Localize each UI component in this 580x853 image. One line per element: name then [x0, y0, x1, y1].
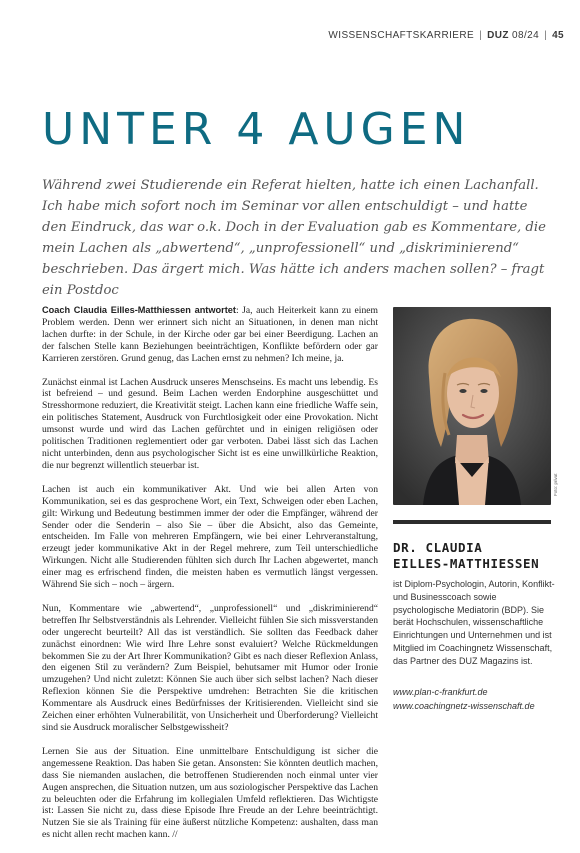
article-paragraph: Zunächst einmal ist Lachen Ausdruck unseres Menschseins. Es macht uns lebendig. Es ist befreiend – und gesund. Beim Lachen werden Endorphine ausgeschüttet und Stresshormone reduziert, die Kreativität steigt. Lachen kann eine friedliche Waffe sein, ein politisches Statement, Ausdruck von Furchtlosigkeit oder eine Provokation. Nicht umsonst wurde und wird das Lachen gefürchtet und in einigen religiösen oder politischen Traditionen reglementiert oder gar verboten. Dabei lässt sich das Lachen nicht unterbinden, denn aus psychologischer Sicht ist es eine unwillkürliche Reaktion, die nur begrenzt willentlich steuerbar ist. [42, 376, 378, 471]
header-divider: | [479, 30, 483, 41]
bio-name-line: DR. CLAUDIA [393, 540, 483, 555]
article-body [42, 305, 378, 853]
bio-name-line: EILLES-MATTHIESSEN [393, 556, 540, 571]
bio-name [393, 540, 558, 572]
bio-links [393, 685, 563, 713]
portrait-photo [393, 307, 551, 505]
page-header [328, 30, 564, 41]
photo-credit: Foto: privat [553, 473, 558, 496]
article-paragraph: Lachen ist auch ein kommunikativer Akt. Und wie bei allen Arten von Kommunikation, sei es das gesprochene Wort, ein Text, Schweigen oder eben Lachen, gilt: Wirkung und Bedeutung bestimmen immer der oder die Empfänger, während der Sender oder die Senderin – also Sie – über die Absicht, also das Gemeinte, entscheiden. Im Falle von mehreren Empfängern, wie bei einer Lehrveranstaltung, erzeugt jeder kommunikative Akt in der Regel mehrere, zum Teil unterschiedliche Wirkungen. Nicht alle Studierenden fühlten sich durch Ihr Lachen abgewertet, manch einer mag es erfrischend finden, die meisten haben es vermutlich längst vergessen. Während Sie sich – noch – ärgern. [42, 483, 378, 591]
intro-question: Während zwei Studierende ein Referat hielten, hatte ich einen Lachanfall. Ich habe mich sofort noch im Seminar vor allen entschuldigt – und hatte den Eindruck, das war o.k. Doch in der Evaluation gab es Kommentare, die mein Lachen als „abwertend“, „unprofessionell“ und „diskriminierend“ beschrieben. Das ärgert mich. Was hätte ich anders machen sollen? – fragt ein Postdoc [42, 178, 546, 298]
section-label: WISSENSCHAFTSKARRIERE [328, 30, 475, 41]
bio-divider [393, 520, 551, 524]
bio-description: ist Diplom-Psychologin, Autorin, Konflikt- und Businesscoach sowie psychologische Mediatorin (BDP). Sie berät Hochschulen, wissenschaftliche Einrichtungen und Unternehmen und ist Mitglied im Coachingnetz Wissenschaft, das Partner des DUZ Magazins ist. [393, 579, 555, 666]
page-number: 45 [552, 30, 564, 41]
issue-number: 08/24 [512, 30, 540, 41]
header-divider: | [544, 30, 548, 41]
lead-text: : Ja, auch Heiterkeit kann zu einem Problem werden. Denn wer erinnert sich nicht an Situationen, in denen man nicht lachen durfte: in der Schule, in der Kirche oder gar bei einer Beerdigung. Lachen an der falschen Stelle kann Beziehungen beeinträchtigen, Konflikte befördern oder gar Karrieren zerstören. Grund genug, das Lachen ernst zu nehmen? Ich meine, ja. [42, 305, 378, 364]
magazine-name: DUZ [487, 30, 509, 41]
website-link[interactable]: www.plan-c-frankfurt.de [393, 687, 488, 697]
website-link[interactable]: www.coachingnetz-wissenschaft.de [393, 701, 535, 711]
headline: UNTER 4 AUGEN [42, 104, 471, 155]
lead-label: Coach Claudia Eilles-Matthiessen antwortet [42, 305, 236, 315]
article-paragraph: Lernen Sie aus der Situation. Eine unmittelbare Entschuldigung ist sicher die angemessene Reaktion. Das haben Sie getan. Ansonsten: Sie könnten deutlich machen, dass Sie niemanden auslachen, die betroffenen Studierenden noch einmal unter vier Augen ansprechen, die Situation nutzen, um aus soziologischer Perspektive das Lachen zu beleuchten oder die Erfahrung im kollegialen Umfeld reflektieren. Das Wichtigste ist: Lassen Sie nicht zu, dass diese Episode Ihre Freude an der Lehre beeinträchtigt. Nutzen Sie sie als Training für eine äußerst nützliche Kompetenz: aushalten, dass man es nicht allen recht machen kann. // [42, 745, 378, 841]
article-paragraph [42, 305, 378, 365]
article-paragraph: Nun, Kommentare wie „abwertend“, „unprofessionell“ und „diskriminierend“ betreffen Ihr Selbstverständnis als Lehrender. Vielleicht fühlen Sie sich missverstanden oder ungerecht beurteilt? All das ist verständlich. Sie sollten das Feedback daher zunächst einordnen: Wie wird Ihre Lehre sonst evaluiert? Welche Rückmeldungen bekommen Sie zu der Art Ihrer Kommunikation? Gibt es nach dieser Reflexion Anlass, den eigenen Stil zu verändern? Zum Beispiel, behutsamer mit Humor oder Ironie umzugehen? Und nicht zuletzt: Können Sie auch über sich selbst lachen? Nach dieser Reflexion können Sie die Perspektive umdrehen: Betrachten Sie die kritischen Kommentare als Ausdruck eines Bedürfnisses der Kritisierenden. Vielleicht sind sie Zeichen einer erhöhten Vulnerabilität, von Unsicherheit und Überforderung? Vielleicht sind sie Ausdruck moralischer Selbstgewissheit? [42, 602, 378, 733]
